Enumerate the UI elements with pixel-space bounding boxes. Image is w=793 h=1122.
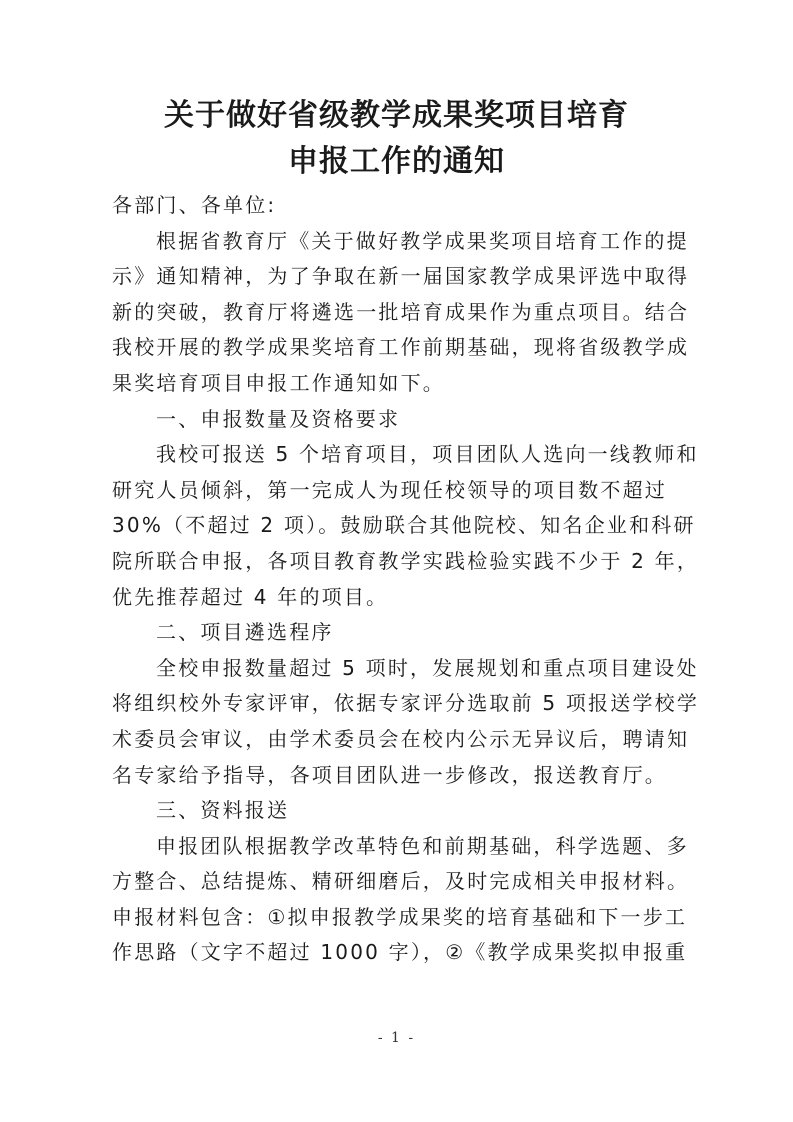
paragraph-line: 申报团队根据教学改革特色和前期基础，科学选题、多 xyxy=(156,833,689,858)
paragraph-line: 我校可报送 5 个培育项目，项目团队人选向一线教师和 xyxy=(156,442,699,467)
paragraph-line: 研究人员倾斜，第一完成人为现任校领导的项目数不超过 xyxy=(112,477,667,502)
paragraph-line: 术委员会审议，由学术委员会在校内公示无异议后，聘请知 xyxy=(112,726,690,751)
paragraph-line: 果奖培育项目申报工作通知如下。 xyxy=(112,370,445,395)
document-body xyxy=(112,188,700,971)
paragraph-line: 优先推荐超过 4 年的项目。 xyxy=(112,584,389,609)
paragraph-line: 方整合、总结提炼、精研细磨后，及时完成相关申报材料。 xyxy=(112,869,690,894)
paragraph-line: 根据省教育厅《关于做好教学成果奖项目培育工作的提 xyxy=(156,228,689,253)
page-number: - 1 - xyxy=(377,1030,416,1046)
salutation: 各部门、各单位: xyxy=(112,193,277,217)
section-heading: 三、资料报送 xyxy=(156,798,290,823)
paragraph-line: 我校开展的教学成果奖培育工作前期基础，现将省级教学成 xyxy=(112,335,690,360)
section-heading: 二、项目遴选程序 xyxy=(156,620,334,645)
paragraph-line: 新的突破，教育厅将遴选一批培育成果作为重点项目。结合 xyxy=(112,299,690,324)
paragraph-line: 示》通知精神，为了争取在新一届国家教学成果评选中取得 xyxy=(112,264,690,289)
paragraph-line: 院所联合申报，各项目教育教学实践检验实践不少于 2 年， xyxy=(112,548,700,573)
paragraph-line: 名专家给予指导，各项目团队进一步修改，报送教育厅。 xyxy=(112,762,667,787)
section-heading: 一、申报数量及资格要求 xyxy=(156,406,401,431)
paragraph-line: 将组织校外专家评审，依据专家评分选取前 5 项报送学校学 xyxy=(112,691,700,716)
paragraph-line: 申报材料包含：①拟申报教学成果奖的培育基础和下一步工 xyxy=(112,904,688,929)
paragraph-line: 作思路（文字不超过 1000 字），②《教学成果奖拟申报重 xyxy=(112,940,688,965)
paragraph-line: 全校申报数量超过 5 项时，发展规划和重点项目建设处 xyxy=(156,655,699,680)
document-title-line-1: 关于做好省级教学成果奖项目培育 xyxy=(164,98,629,133)
document-title-line-2: 申报工作的通知 xyxy=(288,144,505,179)
paragraph-line: 30%（不超过 2 项）。鼓励联合其他院校、知名企业和科研 xyxy=(112,513,696,538)
